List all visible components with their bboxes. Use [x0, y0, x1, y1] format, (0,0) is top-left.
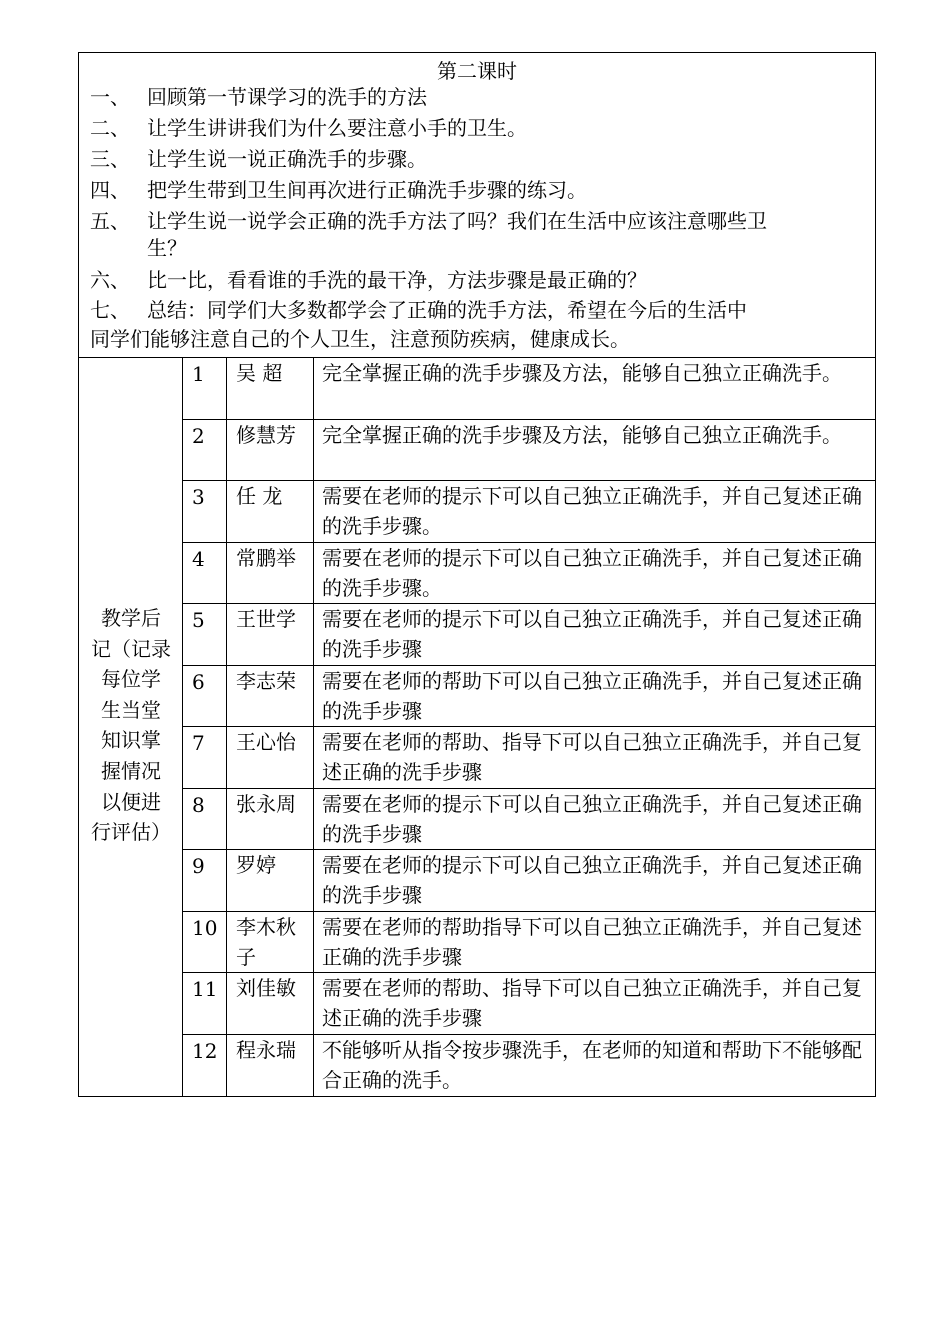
plan-item-number: 五、 — [90, 209, 130, 233]
student-name: 张永周 — [227, 789, 314, 850]
plan-item-number: 一、 — [90, 85, 130, 109]
student-name: 修慧芳 — [227, 420, 314, 481]
student-name: 刘佳敏 — [227, 973, 314, 1034]
evaluation-section — [79, 358, 875, 1096]
table-row — [183, 973, 875, 1035]
lesson-plan-section — [79, 53, 875, 358]
plan-item-number: 七、 — [90, 298, 130, 322]
student-comment: 完全掌握正确的洗手步骤及方法，能够自己独立正确洗手。 — [322, 422, 842, 447]
table-row — [183, 604, 875, 666]
student-comment: 不能够听从指令按步骤洗手，在老师的知道和帮助下不能够配合正确的洗手。 — [322, 1037, 862, 1092]
table-row — [183, 420, 875, 482]
evaluation-label-cell — [79, 358, 183, 1096]
student-number: 9 — [183, 850, 227, 911]
plan-item-text: 让学生说一说正确洗手的步骤。 — [147, 147, 427, 171]
student-number: 11 — [183, 973, 227, 1034]
student-name: 吴 超 — [227, 358, 314, 419]
plan-item-5-continuation: 生？ — [147, 236, 187, 260]
table-row — [183, 727, 875, 789]
student-name: 王心怡 — [227, 727, 314, 788]
plan-item-number: 二、 — [90, 116, 130, 140]
student-comment: 需要在老师的帮助、指导下可以自己独立正确洗手，并自己复述正确的洗手步骤 — [322, 976, 862, 1030]
plan-item-text: 让学生讲讲我们为什么要注意小手的卫生。 — [147, 116, 527, 140]
plan-item-text: 让学生说一说学会正确的洗手方法了吗？我们在生活中应该注意哪些卫 — [147, 209, 767, 233]
student-name: 程永瑞 — [227, 1035, 314, 1097]
plan-item-number: 四、 — [90, 178, 130, 202]
student-comment: 需要在老师的帮助下可以自己独立正确洗手，并自己复述正确的洗手步骤 — [322, 668, 862, 723]
student-number: 5 — [183, 604, 227, 665]
table-row — [183, 358, 875, 420]
lesson-table — [78, 52, 876, 1097]
student-number: 8 — [183, 789, 227, 850]
student-number: 7 — [183, 727, 227, 788]
student-comment: 需要在老师的提示下可以自己独立正确洗手，并自己复述正确的洗手步骤 — [322, 607, 862, 661]
student-name: 李志荣 — [227, 666, 314, 727]
student-comment: 需要在老师的帮助、指导下可以自己独立正确洗手，并自己复述正确的洗手步骤 — [322, 730, 862, 784]
table-row — [183, 1035, 875, 1097]
student-comment: 需要在老师的提示下可以自己独立正确洗手，并自己复述正确的洗手步骤。 — [322, 484, 862, 538]
student-number: 3 — [183, 481, 227, 542]
student-number: 12 — [183, 1035, 227, 1097]
lesson-title: 第二课时 — [437, 59, 517, 83]
student-number: 4 — [183, 543, 227, 604]
table-row — [183, 481, 875, 543]
student-comment: 需要在老师的帮助指导下可以自己独立正确洗手，并自己复述正确的洗手步骤 — [322, 914, 862, 969]
student-comment: 需要在老师的提示下可以自己独立正确洗手，并自己复述正确的洗手步骤 — [322, 791, 862, 846]
student-comment: 需要在老师的提示下可以自己独立正确洗手，并自己复述正确的洗手步骤 — [322, 853, 862, 907]
plan-item-7-continuation: 同学们能够注意自己的个人卫生，注意预防疾病，健康成长。 — [90, 327, 630, 351]
student-name: 李木秋子 — [227, 912, 314, 973]
table-row — [183, 666, 875, 728]
plan-item-number: 三、 — [90, 147, 130, 171]
table-row — [183, 850, 875, 912]
student-number: 1 — [183, 358, 227, 419]
table-row — [183, 543, 875, 605]
student-name: 任 龙 — [227, 481, 314, 542]
table-row — [183, 789, 875, 851]
plan-item-text: 比一比，看看谁的手洗的最干净，方法步骤是最正确的？ — [147, 268, 647, 292]
student-comment: 需要在老师的提示下可以自己独立正确洗手，并自己复述正确的洗手步骤。 — [322, 545, 862, 600]
plan-item-text: 总结：同学们大多数都学会了正确的洗手方法，希望在今后的生活中 — [147, 298, 747, 322]
student-table — [183, 358, 875, 1096]
student-name: 常鹏举 — [227, 543, 314, 604]
student-comment: 完全掌握正确的洗手步骤及方法，能够自己独立正确洗手。 — [322, 361, 842, 385]
plan-item-text: 回顾第一节课学习的洗手的方法 — [147, 85, 427, 109]
evaluation-label: 教学后 记（记录 每位学 生当堂 知识掌 握情况 以便进 行评估） — [91, 606, 171, 845]
plan-item-text: 把学生带到卫生间再次进行正确洗手步骤的练习。 — [147, 178, 587, 202]
student-name: 罗婷 — [227, 850, 314, 911]
student-number: 6 — [183, 666, 227, 727]
student-number: 10 — [183, 912, 227, 973]
student-name: 王世学 — [227, 604, 314, 665]
table-row — [183, 912, 875, 974]
plan-item-number: 六、 — [90, 268, 130, 292]
student-number: 2 — [183, 420, 227, 481]
